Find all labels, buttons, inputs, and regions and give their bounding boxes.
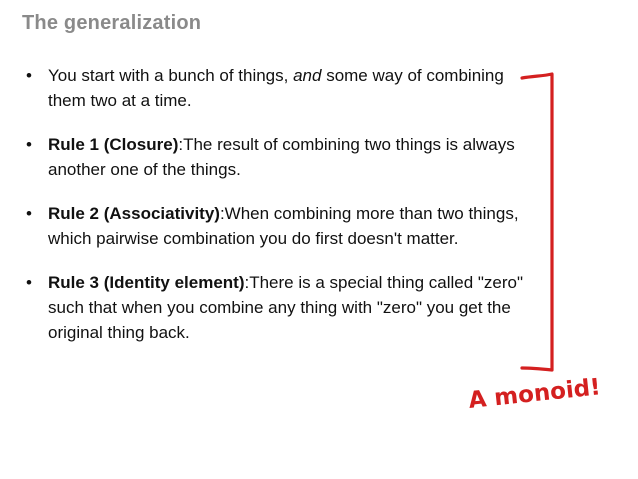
rule-label: Rule 3 (Identity element): [48, 273, 245, 292]
rule-label: Rule 1 (Closure): [48, 135, 179, 154]
bullet-text: some way of combining them two at a time.: [48, 66, 504, 110]
rule-text: :When combining more than two things, which pairwise combination you do first doesn't matter.: [48, 204, 519, 248]
bullet-marker: •: [26, 66, 32, 85]
bullet-text: You start with a bunch of things,: [48, 66, 294, 85]
monoid-annotation: A monoid!: [467, 374, 602, 414]
bullet-rule-3: [24, 270, 544, 345]
bullet-marker: •: [26, 273, 32, 292]
slide-title: The generalization: [22, 12, 202, 34]
rule-label: Rule 2 (Associativity): [48, 204, 220, 223]
bullet-rule-2: [24, 201, 544, 251]
bullet-rule-1: [24, 132, 544, 182]
bullet-intro: [24, 63, 544, 113]
bullet-marker: •: [26, 204, 32, 223]
rule-text: :There is a special thing called "zero" such that when you combine any thing with "zero" you get the original thing back.: [48, 273, 524, 342]
bullet-list: [24, 63, 544, 364]
rule-text: :The result of combining two things is always another one of the things.: [48, 135, 515, 179]
bullet-marker: •: [26, 135, 32, 154]
bracket-annotation: [520, 72, 560, 372]
bullet-emphasis: and: [293, 66, 322, 85]
